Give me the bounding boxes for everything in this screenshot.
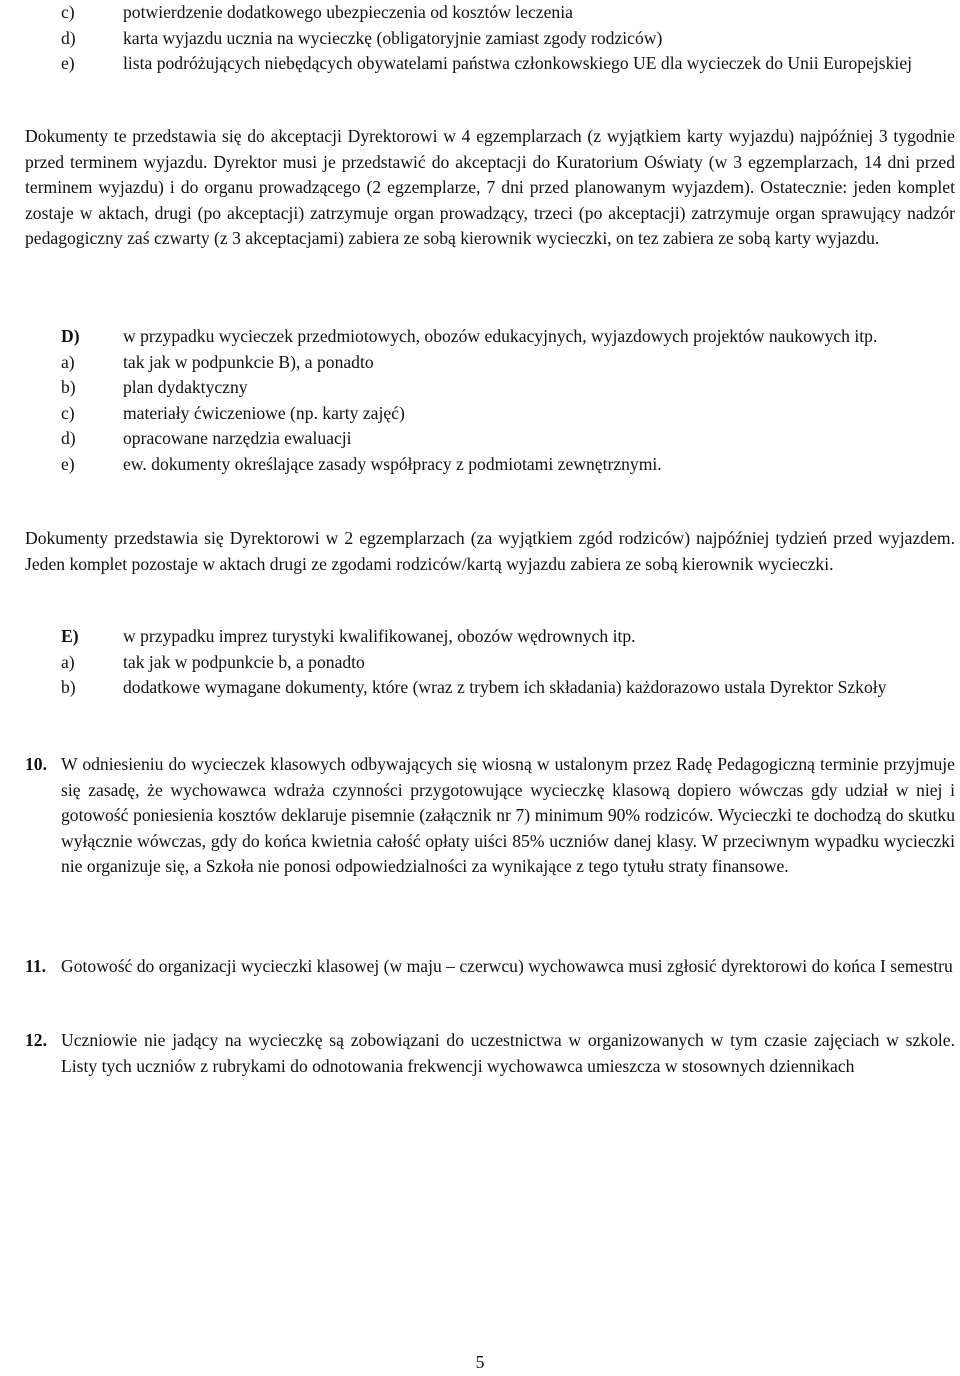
list-item: [61, 375, 941, 401]
section-d: [61, 324, 941, 478]
item-number: 10.: [25, 754, 47, 774]
section-title: w przypadku wycieczek przedmiotowych, obozów edukacyjnych, wyjazdowych projektów naukowych itp.: [123, 326, 878, 346]
list-marker: d): [61, 27, 76, 48]
list-item: [61, 350, 941, 376]
section-letter: E): [61, 626, 79, 646]
list-item: [61, 26, 941, 52]
section-letter: D): [61, 326, 80, 346]
section-d-heading: [61, 324, 941, 350]
list-item-text: materiały ćwiczeniowe (np. karty zajęć): [123, 402, 405, 423]
list-marker: b): [61, 677, 76, 698]
section-title: w przypadku imprez turystyki kwalifikowanej, obozów wędrownych itp.: [123, 626, 636, 646]
numbered-item-text: Gotowość do organizacji wycieczki klasowej (w maju – czerwcu) wychowawca musi zgłosić dyrektorowi do końca I semestru: [61, 956, 953, 976]
list-item-text: plan dydaktyczny: [123, 377, 248, 398]
list-marker: c): [61, 2, 75, 22]
section-e-list: [61, 650, 941, 701]
numbered-item-11: [25, 954, 955, 980]
numbered-item-12: [25, 1028, 955, 1079]
list-marker: d): [61, 428, 76, 449]
list-marker: a): [61, 651, 75, 672]
section-e: [61, 624, 941, 701]
list-item: [61, 675, 941, 701]
list-item-text: dodatkowe wymagane dokumenty, które (wraz z trybem ich składania) każdorazowo ustala Dyrektor Szkoły: [123, 677, 887, 698]
section-d-list: [61, 350, 941, 478]
section-e-heading: [61, 624, 941, 650]
list-item-text: tak jak w podpunkcie b, a ponadto: [123, 651, 365, 672]
list-item-text: ew. dokumenty określające zasady współpracy z podmiotami zewnętrznymi.: [123, 453, 662, 474]
paragraph-document-approval: Dokumenty te przedstawia się do akceptacji Dyrektorowi w 4 egzemplarzach (z wyjątkiem karty wyjazdu) najpóźniej 3 tygodnie przed terminem wyjazdu. Dyrektor musi je przedstawić do akceptacji do Kuratorium Oświaty (w 3 egzemplarzach, 14 dni przed terminem wyjazdu) i do organu prowadzącego (2 egzemplarze, 7 dni przed planowanym wyjazdem). Ostatecznie: jeden komplet zostaje w aktach, drugi (po akceptacji) zatrzymuje organ prowadzący, trzeci (po akceptacji) zatrzymuje organ sprawujący nadzór pedagogiczny zaś czwarty (z 3 akceptacjami) zabiera ze sobą kierownik wycieczki, on tez zabiera ze sobą karty wyjazdu.: [25, 126, 955, 249]
list-item: [61, 426, 941, 452]
numbered-item-10: [25, 752, 955, 880]
numbered-item-text: Uczniowie nie jadący na wycieczkę są zobowiązani do uczestnictwa w organizowanych w tym czasie zajęciach w szkole. Listy tych uczniów z rubrykami do odnotowania frekwencji wychowawca umieszcza w stosownych dziennikach: [61, 1030, 955, 1076]
list-item-text: lista podróżujących niebędących obywatelami państwa członkowskiego UE dla wycieczek do Unii Europejskiej: [123, 53, 913, 74]
item-number: 11.: [25, 956, 47, 976]
list-marker: b): [61, 377, 76, 398]
list-item: [61, 452, 941, 478]
list-item: [61, 650, 941, 676]
list-item-text: potwierdzenie dodatkowego ubezpieczenia od kosztów leczenia: [123, 2, 573, 22]
list-marker: c): [61, 402, 75, 423]
top-list: [61, 0, 941, 77]
page-number: 5: [475, 1352, 485, 1372]
list-item-text: tak jak w podpunkcie B), a ponadto: [123, 351, 374, 372]
numbered-item-text: W odniesieniu do wycieczek klasowych odbywających się wiosną w ustalonym przez Radę Pedagogiczną terminie przyjmuje się zasadę, że wychowawca wdraża czynności przygotowujące wycieczkę klasową dopiero wówczas gdy udział w niej i gotowość poniesienia kosztów deklaruje pisemnie (załącznik nr 7) minimum 90% rodziców. Wycieczki te dochodzą do skutku wyłącznie wówczas, gdy do końca kwietnia całość opłaty uiści 85% uczniów danej klasy. W przeciwnym wypadku wycieczki nie organizuje się, a Szkoła nie ponosi odpowiedzialności za wynikające z tego tytułu straty finansowe.: [61, 754, 955, 877]
list-item: [61, 401, 941, 427]
list-marker: e): [61, 453, 75, 474]
paragraph-document-submission: Dokumenty przedstawia się Dyrektorowi w 2 egzemplarzach (za wyjątkiem zgód rodziców) najpóźniej tydzień przed wyjazdem. Jeden komplet pozostaje w aktach drugi ze zgodami rodziców/kartą wyjazdu zabiera ze sobą kierownik wycieczki.: [25, 528, 955, 574]
list-item: [61, 51, 941, 77]
list-item-text: karta wyjazdu ucznia na wycieczkę (obligatoryjnie zamiast zgody rodziców): [123, 27, 663, 48]
list-item: [61, 0, 941, 26]
list-item-text: opracowane narzędzia ewaluacji: [123, 428, 352, 449]
list-marker: e): [61, 53, 75, 74]
item-number: 12.: [25, 1030, 47, 1050]
list-marker: a): [61, 351, 75, 372]
